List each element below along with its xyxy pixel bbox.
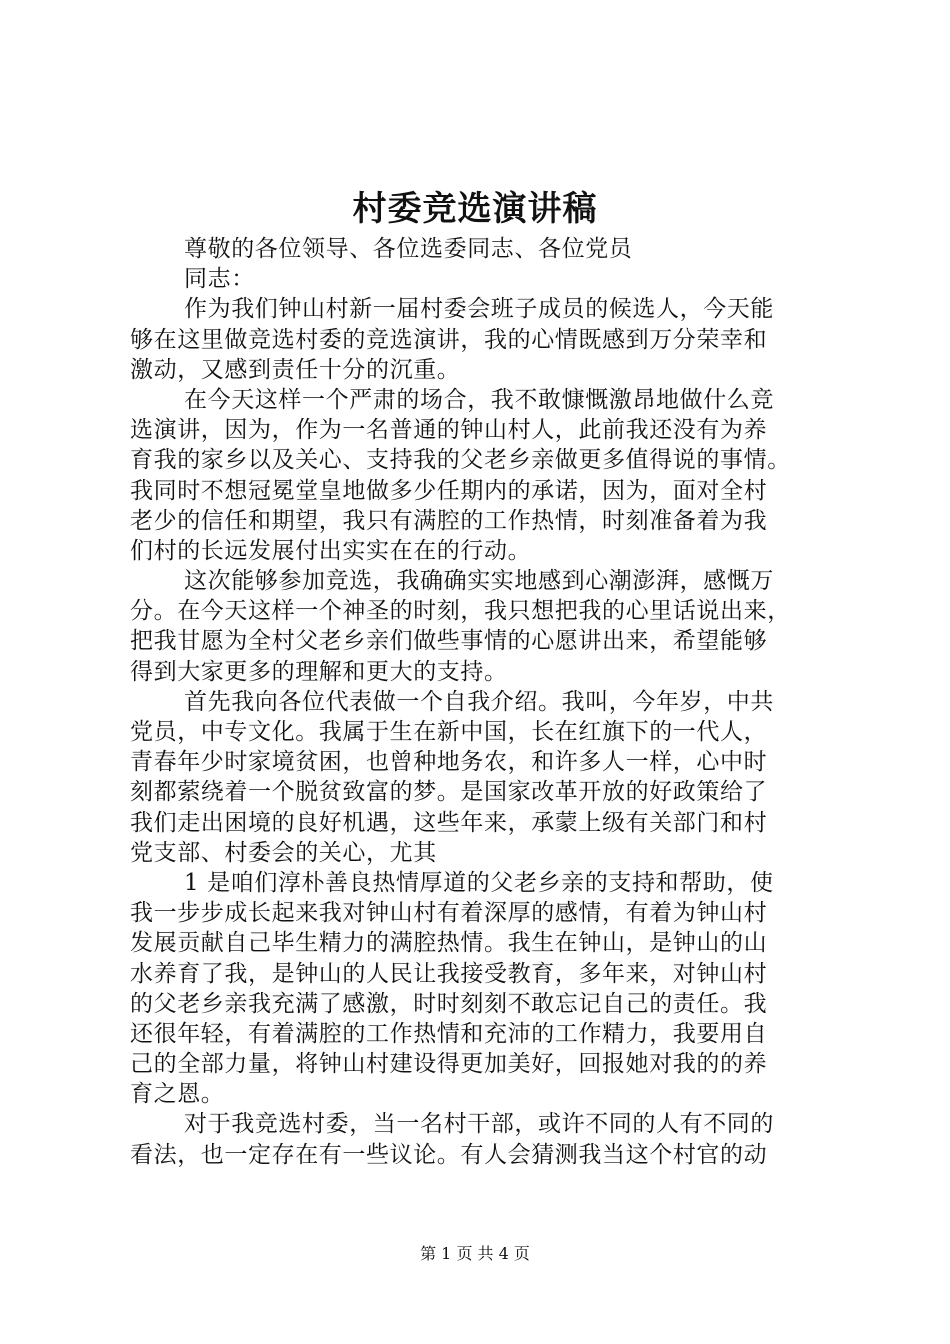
body-line: 育之恩。 xyxy=(130,1081,225,1108)
body-line: 1 是咱们淳朴善良热情厚道的父老乡亲的支持和帮助，使 xyxy=(184,869,774,896)
body-line: 对于我竞选村委，当一名村干部，或许不同的人有不同的 xyxy=(184,1111,774,1138)
body-line: 首先我向各位代表做一个自我介绍。我叫，今年岁，中共 xyxy=(184,688,774,715)
body-line: 我同时不想冠冕堂皇地做多少任期内的承诺，因为，面对全村 xyxy=(130,477,768,504)
body-line: 还很年轻，有着满腔的工作热情和充沛的工作精力，我要用自 xyxy=(130,1020,768,1047)
document-title: 村委竞选演讲稿 xyxy=(352,189,598,229)
body-line: 得到大家更多的理解和更大的支持。 xyxy=(130,658,508,685)
body-line: 育我的家乡以及关心、支持我的父老乡亲做更多值得说的事情。 xyxy=(130,447,791,474)
body-line: 激动，又感到责任十分的沉重。 xyxy=(130,356,461,383)
body-line: 老少的信任和期望，我只有满腔的工作热情，时刻准备着为我 xyxy=(130,507,768,534)
body-line: 同志： xyxy=(184,266,255,293)
body-line: 看法，也一定存在有一些议论。有人会猜测我当这个村官的动 xyxy=(130,1141,768,1168)
body-line: 刻都萦绕着一个脱贫致富的梦。是国家改革开放的好政策给了 xyxy=(130,779,768,806)
page-footer: 第 1 页 共 4 页 xyxy=(420,1244,530,1263)
body-line: 够在这里做竞选村委的竞选演讲，我的心情既感到万分荣幸和 xyxy=(130,326,768,353)
body-line: 青春年少时家境贫困，也曾种地务农，和许多人一样，心中时 xyxy=(130,749,768,776)
body-line: 在今天这样一个严肃的场合，我不敢慷慨激昂地做什么竞 xyxy=(184,386,774,413)
body-line: 我们走出困境的良好机遇，这些年来，承蒙上级有关部门和村 xyxy=(130,809,768,836)
body-line: 发展贡献自己毕生精力的满腔热情。我生在钟山，是钟山的山 xyxy=(130,930,768,957)
body-line: 分。在今天这样一个神圣的时刻，我只想把我的心里话说出来， xyxy=(130,598,791,625)
document-body xyxy=(130,234,830,1170)
body-line: 作为我们钟山村新一届村委会班子成员的候选人，今天能 xyxy=(184,296,774,323)
body-line: 水养育了我，是钟山的人民让我接受教育，多年来，对钟山村 xyxy=(130,960,768,987)
body-line: 尊敬的各位领导、各位选委同志、各位党员 xyxy=(184,236,633,262)
body-line: 己的全部力量，将钟山村建设得更加美好，回报她对我的的养 xyxy=(130,1051,768,1078)
body-line: 党支部、村委会的关心，尤其 xyxy=(130,839,437,866)
body-line: 我一步步成长起来我对钟山村有着深厚的感情，有着为钟山村 xyxy=(130,900,768,927)
body-line: 选演讲，因为，作为一名普通的钟山村人，此前我还没有为养 xyxy=(130,417,768,444)
body-line: 的父老乡亲我充满了感激，时时刻刻不敢忘记自己的责任。我 xyxy=(130,990,768,1017)
body-line: 们村的长远发展付出实实在在的行动。 xyxy=(130,537,532,564)
body-line: 党员，中专文化。我属于生在新中国，长在红旗下的一代人， xyxy=(130,719,768,745)
body-line: 把我甘愿为全村父老乡亲们做些事情的心愿讲出来，希望能够 xyxy=(130,628,768,655)
body-line: 这次能够参加竞选，我确确实实地感到心潮澎湃，感慨万 xyxy=(184,568,774,595)
